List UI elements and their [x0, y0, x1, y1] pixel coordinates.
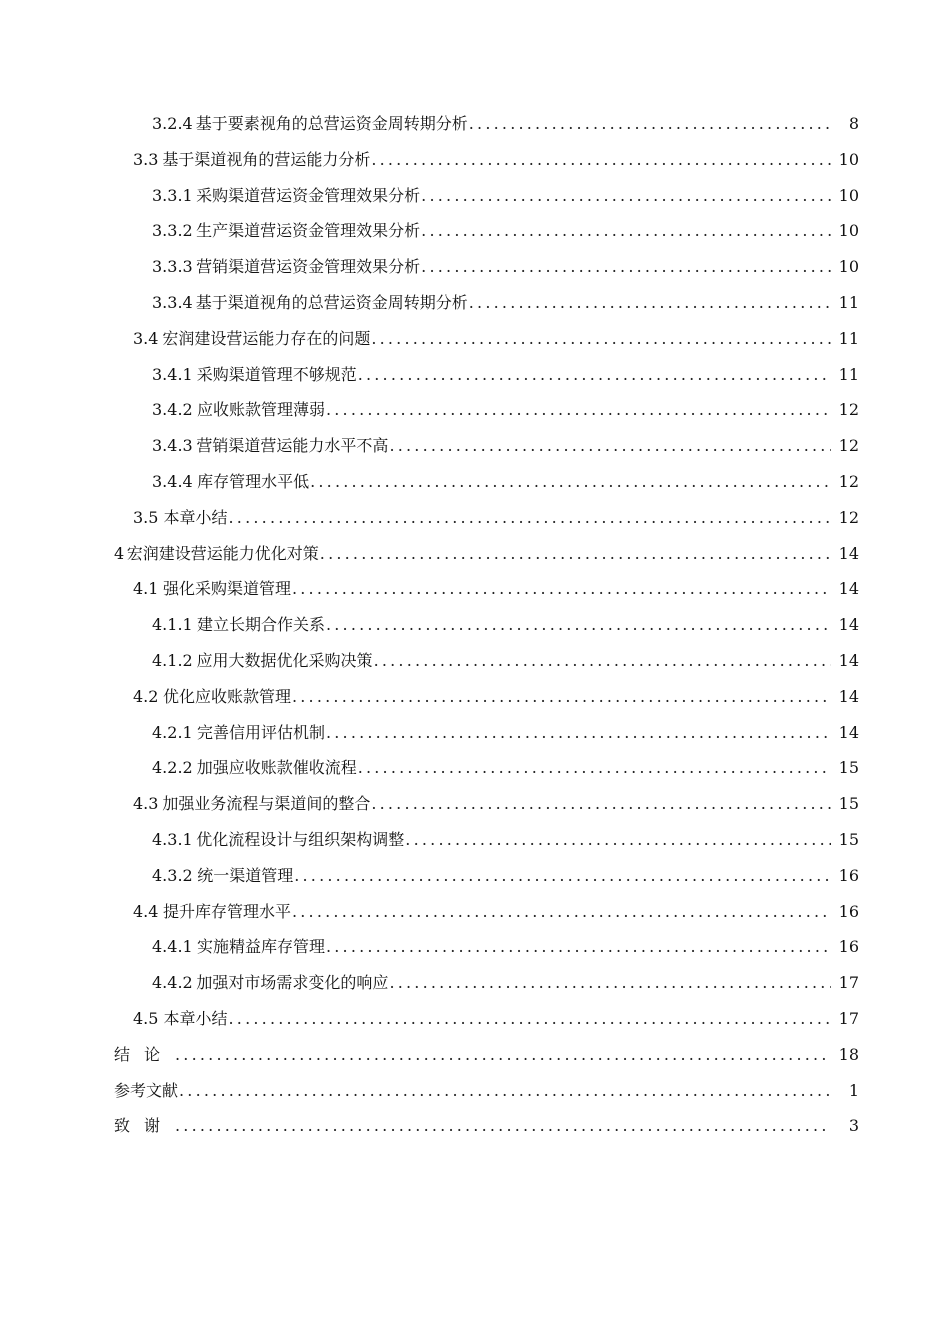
toc-entry-number: 3.3.4: [152, 292, 193, 312]
toc-entry[interactable]: [0, 902, 950, 938]
toc-dot-leader: [310, 472, 831, 492]
toc-entry-title: 本章小结: [163, 1008, 228, 1028]
toc-dot-leader: [292, 902, 831, 922]
toc-dot-leader: [421, 221, 831, 241]
toc-page-number: 16: [838, 865, 859, 885]
toc-entry[interactable]: [0, 687, 950, 723]
toc-entry[interactable]: [0, 1009, 950, 1045]
toc-page-number: 3: [848, 1116, 859, 1136]
toc-page-number: 14: [838, 686, 859, 706]
toc-page-number: 12: [838, 436, 859, 456]
toc-entry-title: 库存管理水平低: [197, 471, 310, 491]
toc-entry[interactable]: [0, 1116, 950, 1152]
toc-dot-leader: [229, 508, 831, 528]
toc-dot-leader: [405, 830, 831, 850]
toc-dot-leader: [175, 1045, 831, 1065]
toc-entry-title: 应用大数据优化采购决策: [196, 650, 373, 670]
toc-dot-leader: [326, 400, 831, 420]
toc-entry-title: 致谢: [114, 1116, 175, 1136]
toc-page-number: 11: [838, 292, 859, 312]
toc-entry-number: 3.2.4: [152, 114, 193, 133]
toc-dot-leader: [371, 794, 831, 814]
toc-entry-title: 应收账款管理薄弱: [196, 400, 325, 420]
toc-page-number: 10: [838, 221, 859, 241]
toc-entry-title: 采购渠道营运资金管理效果分析: [196, 185, 421, 205]
toc-page-number: 8: [848, 114, 859, 133]
toc-entry[interactable]: [0, 866, 950, 902]
toc-entry-title: 统一渠道管理: [197, 865, 294, 885]
toc-entry[interactable]: [0, 794, 950, 830]
toc-dot-leader: [421, 257, 831, 277]
toc-entry[interactable]: [0, 508, 950, 544]
toc-page-number: 12: [838, 507, 859, 527]
toc-entry-title: 基于渠道视角的总营运资金周转期分析: [195, 292, 468, 312]
toc-entry[interactable]: [0, 1045, 950, 1081]
table-of-contents: [0, 114, 950, 1152]
toc-page-number: 14: [838, 579, 859, 599]
toc-entry-title: 加强对市场需求变化的响应: [196, 973, 389, 993]
toc-entry-number: 4.2.1: [152, 722, 193, 742]
toc-entry-number: 4.5: [133, 1008, 159, 1028]
toc-entry-number: 4.3: [133, 794, 159, 814]
toc-entry[interactable]: [0, 400, 950, 436]
toc-page-number: 15: [838, 758, 859, 778]
toc-page-number: 10: [838, 185, 859, 205]
toc-entry[interactable]: [0, 436, 950, 472]
toc-entry-title: 宏润建设营运能力存在的问题: [162, 328, 371, 348]
toc-dot-leader: [326, 723, 831, 743]
toc-entry-title: 基于渠道视角的营运能力分析: [162, 149, 371, 169]
toc-page-number: 14: [838, 650, 859, 670]
toc-entry[interactable]: [0, 830, 950, 866]
toc-entry-number: 4.2: [133, 686, 159, 706]
toc-page-number: 17: [838, 1008, 859, 1028]
toc-entry[interactable]: [0, 257, 950, 293]
toc-entry-title: 建立长期合作关系: [196, 615, 325, 635]
toc-entry[interactable]: [0, 579, 950, 615]
toc-entry-title: 实施精益库存管理: [196, 937, 325, 957]
toc-entry-number: 3.3: [133, 149, 159, 169]
toc-entry-title: 提升库存管理水平: [162, 901, 291, 921]
toc-page-number: 11: [838, 328, 859, 348]
toc-dot-leader: [179, 1081, 831, 1101]
toc-entry[interactable]: [0, 293, 950, 329]
toc-entry-number: 3.4.2: [152, 400, 193, 420]
toc-dot-leader: [292, 687, 831, 707]
toc-page-number: 12: [838, 471, 859, 491]
toc-entry[interactable]: [0, 1081, 950, 1117]
toc-entry-number: 3.4.3: [152, 436, 193, 456]
toc-entry-number: 3.4: [133, 328, 159, 348]
toc-entry[interactable]: [0, 365, 950, 401]
toc-entry[interactable]: [0, 723, 950, 759]
toc-dot-leader: [320, 544, 831, 564]
toc-entry[interactable]: [0, 544, 950, 580]
toc-dot-leader: [229, 1009, 831, 1029]
toc-entry-number: 3.3.3: [152, 257, 193, 277]
toc-entry[interactable]: [0, 758, 950, 794]
toc-entry-title: 宏润建设营运能力优化对策: [126, 543, 319, 563]
toc-dot-leader: [469, 293, 831, 313]
toc-dot-leader: [374, 651, 831, 671]
toc-page-number: 10: [838, 257, 859, 277]
toc-dot-leader: [326, 615, 831, 635]
toc-entry-number: 3.3.1: [152, 185, 193, 205]
toc-entry[interactable]: [0, 937, 950, 973]
toc-entry[interactable]: [0, 615, 950, 651]
toc-page-number: 12: [838, 400, 859, 420]
toc-entry[interactable]: [0, 114, 950, 150]
toc-page-number: 16: [838, 901, 859, 921]
toc-entry-title: 营销渠道营运能力水平不高: [196, 436, 389, 456]
toc-entry[interactable]: [0, 651, 950, 687]
toc-entry-number: 4.3.2: [152, 865, 193, 885]
toc-entry-number: 3.3.2: [152, 221, 193, 241]
toc-entry-number: 4.1: [133, 579, 159, 599]
toc-entry-number: 4.3.1: [152, 829, 193, 849]
toc-dot-leader: [175, 1116, 831, 1136]
toc-entry-number: 4.2.2: [152, 758, 193, 778]
toc-dot-leader: [371, 329, 831, 349]
toc-page-number: 10: [838, 149, 859, 169]
toc-entry-title: 强化采购渠道管理: [162, 579, 291, 599]
toc-entry[interactable]: [0, 150, 950, 186]
toc-entry[interactable]: [0, 329, 950, 365]
toc-dot-leader: [389, 436, 831, 456]
toc-entry-title: 完善信用评估机制: [196, 722, 325, 742]
toc-entry-title: 结论: [114, 1044, 175, 1064]
toc-dot-leader: [358, 758, 831, 778]
toc-entry-title: 本章小结: [163, 507, 228, 527]
toc-entry-title: 采购渠道管理不够规范: [196, 364, 357, 384]
toc-dot-leader: [421, 186, 831, 206]
toc-page-number: 11: [838, 364, 859, 384]
toc-entry-title: 生产渠道营运资金管理效果分析: [196, 221, 421, 241]
toc-dot-leader: [326, 937, 831, 957]
toc-page-number: 16: [838, 937, 859, 957]
toc-entry-title: 基于要素视角的总营运资金周转期分析: [195, 114, 468, 133]
toc-entry[interactable]: [0, 186, 950, 222]
toc-dot-leader: [358, 365, 831, 385]
toc-entry[interactable]: [0, 973, 950, 1009]
toc-page-number: 18: [838, 1044, 859, 1064]
toc-entry-number: 3.4.4: [152, 471, 193, 491]
toc-entry-title: 优化应收账款管理: [162, 686, 291, 706]
toc-dot-leader: [371, 150, 831, 170]
toc-page-number: 14: [838, 722, 859, 742]
toc-page-number: 14: [838, 543, 859, 563]
toc-page-number: 1: [848, 1080, 859, 1100]
toc-entry[interactable]: [0, 472, 950, 508]
toc-entry-number: 4.4.2: [152, 973, 193, 993]
toc-page-number: 15: [838, 829, 859, 849]
toc-dot-leader: [469, 114, 831, 134]
toc-page-number: 14: [838, 615, 859, 635]
toc-entry-number: 3.4.1: [152, 364, 193, 384]
toc-dot-leader: [294, 866, 831, 886]
toc-entry[interactable]: [0, 221, 950, 257]
toc-entry-number: 4.1.2: [152, 650, 193, 670]
toc-dot-leader: [389, 973, 831, 993]
toc-entry-title: 优化流程设计与组织架构调整: [196, 829, 405, 849]
toc-entry-number: 3.5: [133, 507, 159, 527]
toc-page-number: 17: [838, 973, 859, 993]
toc-entry-number: 4.4.1: [152, 937, 193, 957]
toc-entry-number: 4.1.1: [152, 615, 193, 635]
toc-entry-number: 4: [114, 543, 125, 563]
toc-dot-leader: [292, 579, 831, 599]
toc-entry-title: 参考文献: [114, 1080, 179, 1100]
toc-entry-title: 加强业务流程与渠道间的整合: [162, 794, 371, 814]
toc-entry-title: 营销渠道营运资金管理效果分析: [196, 257, 421, 277]
toc-entry-title: 加强应收账款催收流程: [196, 758, 357, 778]
toc-page-number: 15: [838, 794, 859, 814]
toc-entry-number: 4.4: [133, 901, 159, 921]
